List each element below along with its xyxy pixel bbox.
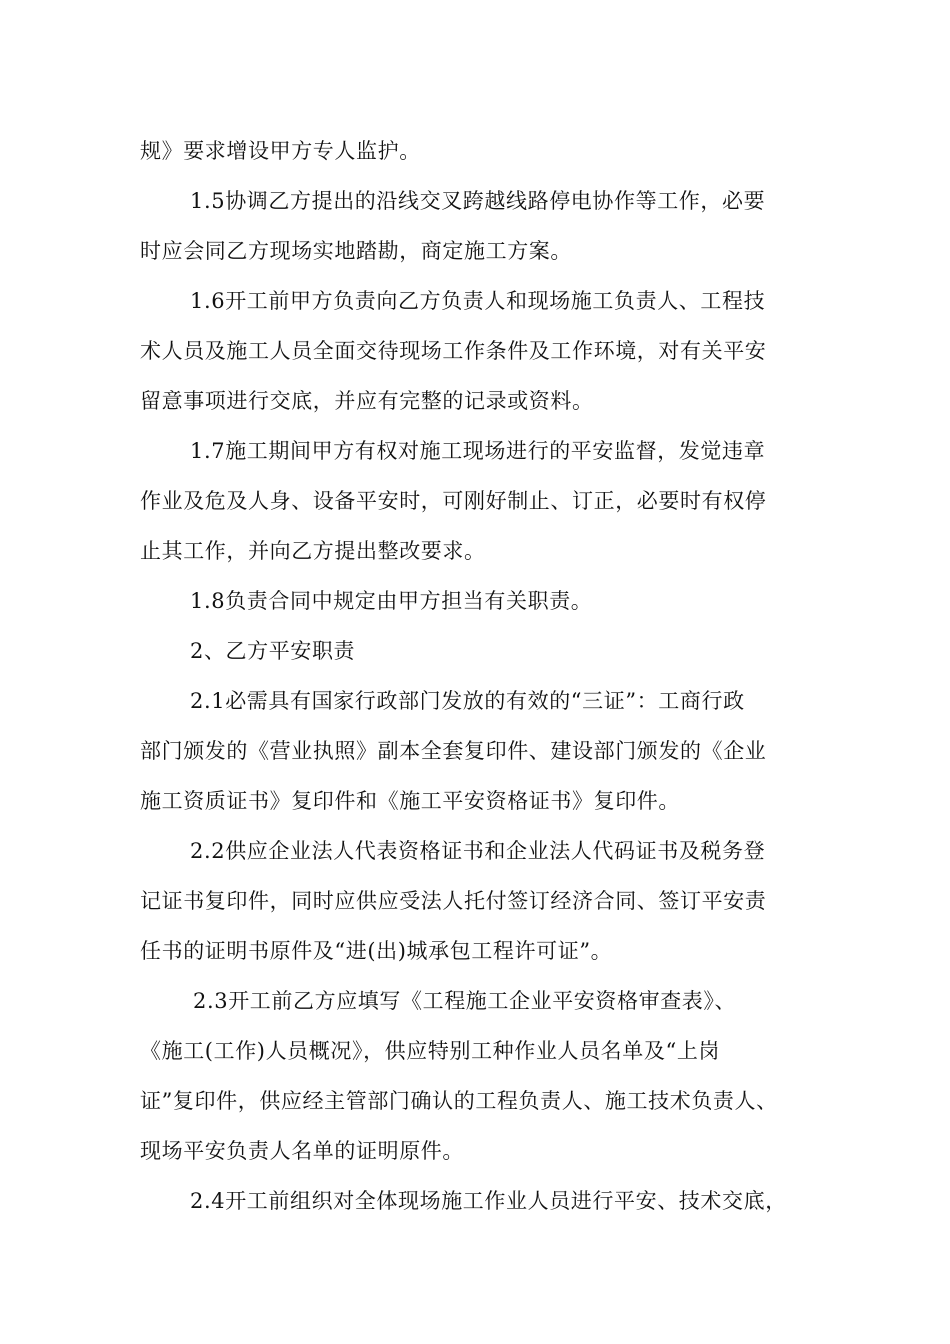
- text-line: 时应会同乙方现场实地踏勘，商定施工方案。: [140, 239, 572, 263]
- text-line: 1.5协调乙方提出的沿线交叉跨越线路停电协作等工作，必要: [190, 189, 766, 213]
- section-heading: 2、乙方平安职责: [190, 639, 356, 663]
- text-line: 现场平安负责人名单的证明原件。: [140, 1139, 464, 1163]
- text-line: 《施工(工作)人员概况》，供应特别工种作业人员名单及“上岗: [140, 1039, 721, 1063]
- text-line: 1.7施工期间甲方有权对施工现场进行的平安监督，发觉违章: [190, 439, 766, 463]
- text-line: 证”复印件，供应经主管部门确认的工程负责人、施工技术负责人、: [140, 1089, 778, 1113]
- text-line: 2.4开工前组织对全体现场施工作业人员进行平安、技术交底，: [190, 1189, 787, 1213]
- text-line: 止其工作，并向乙方提出整改要求。: [140, 539, 486, 563]
- text-line: 2.2供应企业法人代表资格证书和企业法人代码证书及税务登: [190, 839, 766, 863]
- text-line: 2.3开工前乙方应填写《工程施工企业平安资格审查表》、: [193, 989, 737, 1013]
- text-line: 留意事项进行交底，并应有完整的记录或资料。: [140, 389, 594, 413]
- text-line: 施工资质证书》复印件和《施工平安资格证书》复印件。: [140, 789, 680, 813]
- text-line: 术人员及施工人员全面交待现场工作条件及工作环境，对有关平安: [140, 339, 767, 363]
- text-line: 2.1必需具有国家行政部门发放的有效的“三证”：工商行政: [190, 689, 745, 713]
- text-line: 作业及危及人身、设备平安时，可刚好制止、订正，必要时有权停: [140, 489, 767, 513]
- text-line: 记证书复印件，同时应供应受法人托付签订经济合同、签订平安责: [140, 889, 767, 913]
- text-line: 1.8负责合同中规定由甲方担当有关职责。: [190, 589, 593, 613]
- text-line: 部门颁发的《营业执照》副本全套复印件、建设部门颁发的《企业: [140, 739, 767, 763]
- text-line: 规》要求增设甲方专人监护。: [140, 139, 421, 163]
- text-line: 1.6开工前甲方负责向乙方负责人和现场施工负责人、工程技: [190, 289, 766, 313]
- text-line: 任书的证明书原件及“进(出)城承包工程许可证”。: [140, 939, 613, 963]
